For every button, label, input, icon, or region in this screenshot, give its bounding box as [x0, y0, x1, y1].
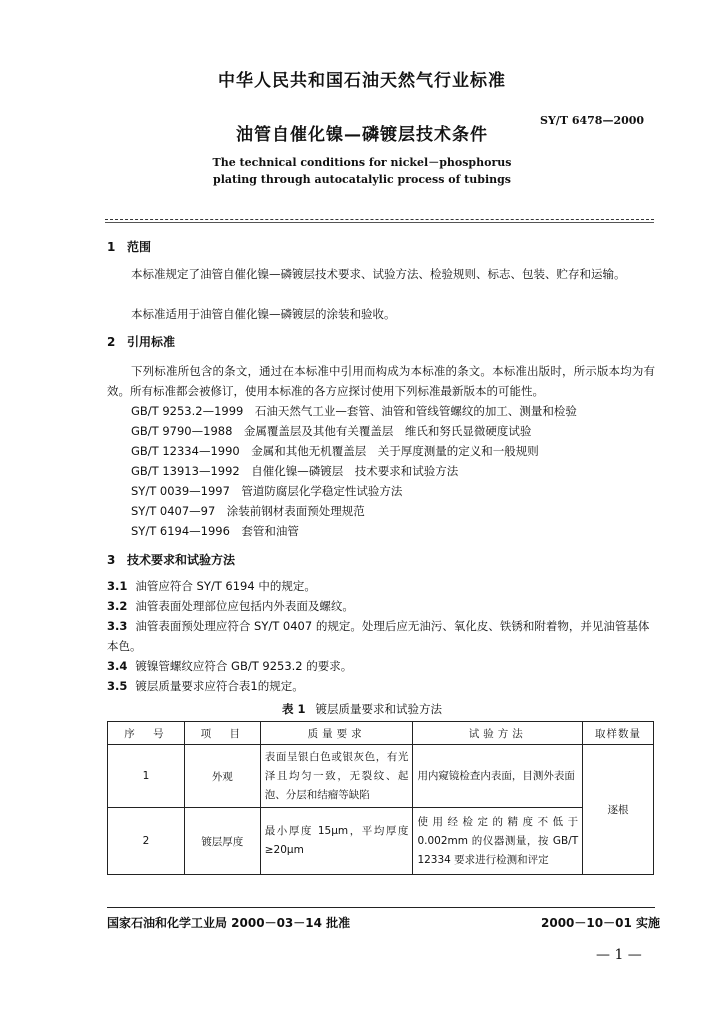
- clause-3-1: [107, 576, 655, 596]
- english-title-line-1: The technical conditions for nickel－phosphorus: [212, 156, 512, 169]
- section-1-paragraph-1: 本标准规定了油管自催化镍—磷镀层技术要求、试验方法、检验规则、标志、包装、贮存和运输。: [131, 267, 626, 281]
- clause-3-4: [107, 656, 655, 676]
- table-header-cell: 质量要求: [260, 722, 413, 745]
- table-header-cell: 项 目: [184, 722, 260, 745]
- table-caption-number: 表 1: [281, 702, 306, 716]
- clause-3-3: [107, 616, 655, 656]
- clause-text: 油管表面预处理应符合 SY/T 0407 的规定。处理后应无油污、氧化皮、铁锈和附着物，并见油管基体本色。: [107, 619, 650, 653]
- header-divider-dashed: [105, 219, 654, 220]
- table-header-cell: 试验方法: [413, 722, 583, 745]
- clause-3-5: [107, 676, 655, 696]
- section-1-paragraph-2: 本标准适用于油管自催化镍—磷镀层的涂装和验收。: [131, 307, 396, 321]
- effective-date: 2000－10－01 实施: [541, 916, 660, 930]
- table-row: [108, 745, 654, 808]
- section-2-title: 引用标准: [127, 335, 176, 349]
- clause-3-2: [107, 596, 655, 616]
- section-2-number: 2: [107, 335, 116, 349]
- table-cell-method: 用内窥镜检查内表面，目测外表面: [413, 745, 583, 808]
- clause-number: 3.1: [107, 579, 128, 593]
- quality-requirements-table: [107, 721, 654, 875]
- table-cell-method: 使用经检定的精度不低于 0.002mm 的仪器测量，按 GB/T 12334 要求进行检测和评定: [413, 808, 583, 875]
- clause-text: 镀层质量要求应符合表1的规定。: [135, 679, 304, 693]
- reference-item: SY/T 0039—1997 管道防腐层化学稳定性试验方法: [131, 484, 403, 498]
- english-title-line-2: plating through autocatalylic process of tubings: [213, 173, 511, 186]
- industry-standard-title: 中华人民共和国石油天然气行业标准: [218, 71, 506, 91]
- clause-text: 镀镍管螺纹应符合 GB/T 9253.2 的要求。: [135, 659, 353, 673]
- section-1-number: 1: [107, 240, 116, 254]
- table-cell-no: 1: [108, 745, 185, 808]
- standard-number: SY/T 6478—2000: [540, 114, 645, 127]
- page-number: — 1 —: [596, 947, 642, 963]
- table-cell-requirement: 表面呈银白色或银灰色，有光泽且均匀一致，无裂纹、起泡、分层和结瘤等缺陷: [260, 745, 413, 808]
- section-1-heading: [107, 238, 151, 255]
- table-header-row: [108, 722, 654, 745]
- reference-item: GB/T 13913—1992 自催化镍—磷镀层 技术要求和试验方法: [131, 464, 459, 478]
- section-2-heading: [107, 333, 175, 350]
- section-3-title: 技术要求和试验方法: [127, 553, 236, 567]
- table-header-cell: 取样数量: [583, 722, 654, 745]
- reference-item: SY/T 0407—97 涂装前钢材表面预处理规范: [131, 504, 365, 518]
- document-title: 油管自催化镍—磷镀层技术条件: [236, 125, 488, 145]
- table-cell-item: 镀层厚度: [184, 808, 260, 875]
- table-cell-sampling: 逐根: [583, 745, 654, 875]
- reference-item: GB/T 9790—1988 金属覆盖层及其他有关覆盖层 维氏和努氏显微硬度试验: [131, 424, 532, 438]
- section-3-number: 3: [107, 553, 116, 567]
- section-2-paragraph-1: 下列标准所包含的条文，通过在本标准中引用而构成为本标准的条文。本标准出版时，所示版本均为有效。所有标准都会被修订，使用本标准的各方应探讨使用下列标准最新版本的可能性。: [107, 364, 655, 398]
- reference-item: GB/T 9253.2—1999 石油天然气工业—套管、油管和管线管螺纹的加工、测量和检验: [131, 404, 577, 418]
- clause-number: 3.2: [107, 599, 128, 613]
- table-row: [108, 808, 654, 875]
- table-caption: [0, 701, 724, 717]
- table-header-cell: 序 号: [108, 722, 185, 745]
- section-1-title: 范围: [127, 240, 152, 254]
- section-3-heading: [107, 551, 235, 568]
- clause-number: 3.3: [107, 619, 128, 633]
- clause-text: 油管应符合 SY/T 6194 中的规定。: [135, 579, 316, 593]
- table-caption-text: 镀层质量要求和试验方法: [315, 702, 442, 716]
- reference-item: GB/T 12334—1990 金属和其他无机覆盖层 关于厚度测量的定义和一般规则: [131, 444, 539, 458]
- table-cell-item: 外观: [184, 745, 260, 808]
- approval-date: 国家石油和化学工业局 2000－03－14 批准: [107, 916, 351, 930]
- reference-item: SY/T 6194—1996 套管和油管: [131, 524, 299, 538]
- table-cell-no: 2: [108, 808, 185, 875]
- table-cell-requirement: 最小厚度 15μm，平均厚度≥20μm: [260, 808, 413, 875]
- header-divider: [105, 222, 654, 223]
- clause-number: 3.4: [107, 659, 128, 673]
- clause-text: 油管表面处理部位应包括内外表面及螺纹。: [135, 599, 354, 613]
- footer-divider: [107, 907, 655, 908]
- clause-number: 3.5: [107, 679, 128, 693]
